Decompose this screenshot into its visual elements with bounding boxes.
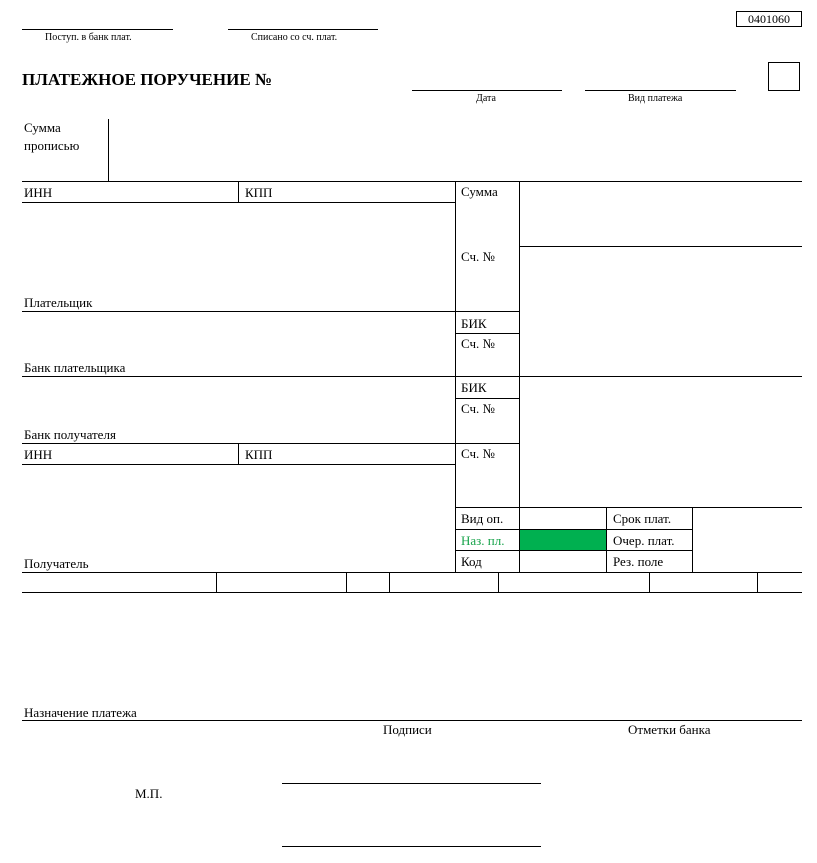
tax-field-4[interactable] bbox=[390, 573, 497, 591]
payment-type-line[interactable] bbox=[585, 90, 736, 91]
code-field[interactable] bbox=[521, 552, 605, 571]
tax-field-2[interactable] bbox=[217, 573, 345, 591]
vrule-519 bbox=[519, 181, 520, 572]
payee-bank-bik-label: БИК bbox=[461, 380, 487, 395]
payer-bank-label: Банк плательщика bbox=[24, 360, 126, 375]
rule-507 bbox=[455, 507, 802, 508]
vrule-inn-kpp-bottom bbox=[238, 443, 239, 464]
form-code-box: 0401060 bbox=[736, 11, 802, 27]
reserve-field[interactable] bbox=[694, 552, 801, 571]
payee-label: Получатель bbox=[24, 556, 89, 571]
amount-words-label-2: прописью bbox=[24, 138, 80, 153]
payer-name-field[interactable] bbox=[23, 204, 454, 292]
reserve-field-label: Рез. поле bbox=[613, 554, 664, 569]
payee-account-label: Сч. № bbox=[461, 446, 495, 461]
signature-line-2[interactable] bbox=[282, 846, 541, 847]
vrule-606 bbox=[606, 507, 607, 572]
rule-181 bbox=[22, 181, 802, 182]
received-date-line[interactable] bbox=[22, 29, 173, 30]
received-label: Поступ. в банк плат. bbox=[45, 32, 132, 43]
op-type-field[interactable] bbox=[521, 509, 605, 528]
vrule-inn-kpp-top bbox=[238, 181, 239, 202]
debited-label: Списано со сч. плат. bbox=[251, 32, 338, 43]
rule-464 bbox=[22, 464, 455, 465]
payee-bank-corr-account-label: Сч. № bbox=[461, 401, 495, 416]
payment-term-field[interactable] bbox=[694, 509, 801, 528]
purpose-type-field[interactable] bbox=[520, 530, 606, 550]
tax-field-6[interactable] bbox=[650, 573, 756, 591]
rule-592 bbox=[22, 592, 802, 593]
rule-720 bbox=[22, 720, 802, 721]
payer-bank-corr-account-label: Сч. № bbox=[461, 336, 495, 351]
signature-line-1[interactable] bbox=[282, 783, 541, 784]
rule-311 bbox=[22, 311, 519, 312]
amount-words-label-1: Сумма bbox=[24, 120, 61, 135]
payer-label: Плательщик bbox=[24, 295, 93, 310]
vrule-455 bbox=[455, 181, 456, 572]
bank-marks-label: Отметки банка bbox=[628, 722, 711, 737]
payee-bank-field[interactable] bbox=[23, 378, 454, 423]
date-label: Дата bbox=[476, 93, 496, 104]
rule-202 bbox=[22, 202, 455, 203]
rule-376 bbox=[22, 376, 802, 377]
payer-bank-field[interactable] bbox=[23, 313, 454, 358]
form-title: ПЛАТЕЖНОЕ ПОРУЧЕНИЕ № bbox=[22, 70, 273, 89]
sum-label: Сумма bbox=[461, 184, 498, 199]
status-code-box[interactable] bbox=[768, 62, 800, 91]
payee-account-field[interactable] bbox=[521, 445, 801, 506]
payee-name-field[interactable] bbox=[23, 466, 454, 554]
signatures-label: Подписи bbox=[383, 722, 432, 737]
rule-550 bbox=[455, 550, 692, 551]
payment-type-label: Вид платежа bbox=[628, 93, 683, 104]
purpose-type-label: Наз. пл. bbox=[461, 533, 505, 548]
amount-words-field[interactable] bbox=[110, 120, 800, 180]
payer-bank-corr-account-field[interactable] bbox=[521, 335, 801, 375]
rule-398 bbox=[455, 398, 519, 399]
payee-bank-bik-field[interactable] bbox=[521, 378, 801, 398]
payer-bank-bik-label: БИК bbox=[461, 316, 487, 331]
date-line[interactable] bbox=[412, 90, 562, 91]
payer-kpp-field[interactable] bbox=[272, 183, 454, 201]
payer-account-field[interactable] bbox=[521, 248, 801, 310]
payer-bank-bik-field[interactable] bbox=[521, 313, 801, 333]
payee-kpp-field[interactable] bbox=[272, 445, 454, 463]
payee-bank-corr-account-field[interactable] bbox=[521, 400, 801, 442]
tax-field-7[interactable] bbox=[758, 573, 801, 591]
payment-priority-field[interactable] bbox=[694, 530, 801, 549]
payment-term-label: Срок плат. bbox=[613, 511, 672, 526]
rule-443 bbox=[22, 443, 519, 444]
payer-inn-field[interactable] bbox=[50, 183, 236, 201]
payer-kpp-label: КПП bbox=[245, 185, 273, 200]
payee-bank-label: Банк получателя bbox=[24, 427, 116, 442]
tax-field-1[interactable] bbox=[23, 573, 215, 591]
amount-words-divider bbox=[108, 119, 109, 181]
stamp-label: М.П. bbox=[135, 786, 163, 801]
rule-246 bbox=[519, 246, 802, 247]
vrule-692 bbox=[692, 507, 693, 572]
payment-priority-label: Очер. плат. bbox=[613, 533, 675, 548]
tax-field-3[interactable] bbox=[347, 573, 388, 591]
payer-inn-label: ИНН bbox=[24, 185, 53, 200]
payment-purpose-field[interactable] bbox=[23, 594, 801, 699]
payee-kpp-label: КПП bbox=[245, 447, 273, 462]
rule-333 bbox=[455, 333, 519, 334]
payer-account-label: Сч. № bbox=[461, 249, 495, 264]
payee-inn-field[interactable] bbox=[50, 445, 236, 463]
code-label: Код bbox=[461, 554, 482, 569]
op-type-label: Вид оп. bbox=[461, 511, 504, 526]
debited-date-line[interactable] bbox=[228, 29, 378, 30]
payment-purpose-label: Назначение платежа bbox=[24, 705, 137, 720]
payee-inn-label: ИНН bbox=[24, 447, 53, 462]
bank-marks-area[interactable] bbox=[600, 742, 800, 852]
sum-field[interactable] bbox=[521, 183, 801, 245]
tax-field-5[interactable] bbox=[499, 573, 648, 591]
